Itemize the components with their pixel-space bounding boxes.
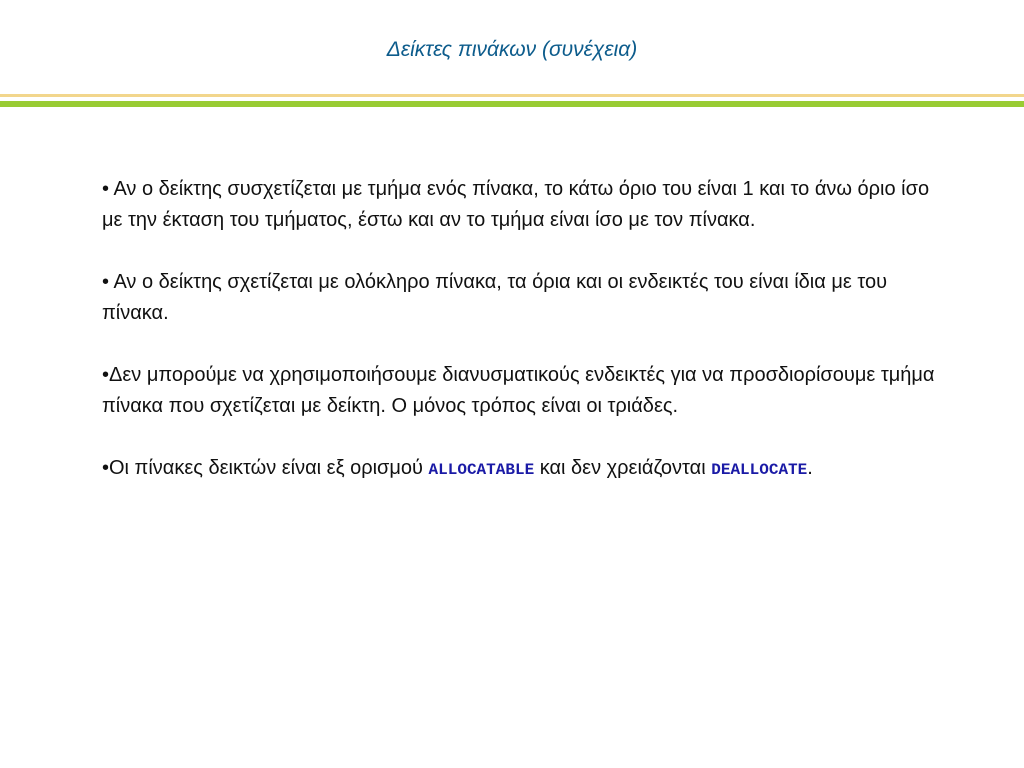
bullet-text: . [807, 457, 813, 479]
title-divider-thin [0, 94, 1024, 97]
bullet-paragraph: • Αν ο δείκτης σχετίζεται με ολόκληρο πίνακα, τα όρια και οι ενδεικτές του είναι ίδια με του πίνακα. [102, 271, 887, 324]
bullet-paragraph: •Δεν μπορούμε να χρησιμοποιήσουμε διανυσματικούς ενδεικτές για να προσδιορίσουμε τμήμα πίνακα που σχετίζεται με δείκτη. Ο μόνος τρόπος είναι οι τριάδες. [102, 364, 935, 417]
bullet-paragraph: • Αν ο δείκτης συσχετίζεται με τμήμα ενός πίνακα, το κάτω όριο του είναι 1 και το άνω όριο ίσο με την έκταση του τμήματος, έστω και αν το τμήμα είναι ίσο με τον πίνακα. [102, 178, 930, 231]
code-keyword-allocatable: ALLOCATABLE [428, 461, 535, 479]
slide-body [102, 174, 942, 517]
bullet-paragraph [102, 453, 942, 486]
slide-title: Δείκτες πινάκων (συνέχεια) [386, 38, 638, 61]
title-divider-thick [0, 101, 1024, 107]
bullet-text: •Οι πίνακες δεικτών είναι εξ ορισμού [102, 457, 429, 479]
code-keyword-deallocate: DEALLOCATE [711, 461, 808, 479]
bullet-text: και δεν χρειάζονται [534, 457, 712, 479]
